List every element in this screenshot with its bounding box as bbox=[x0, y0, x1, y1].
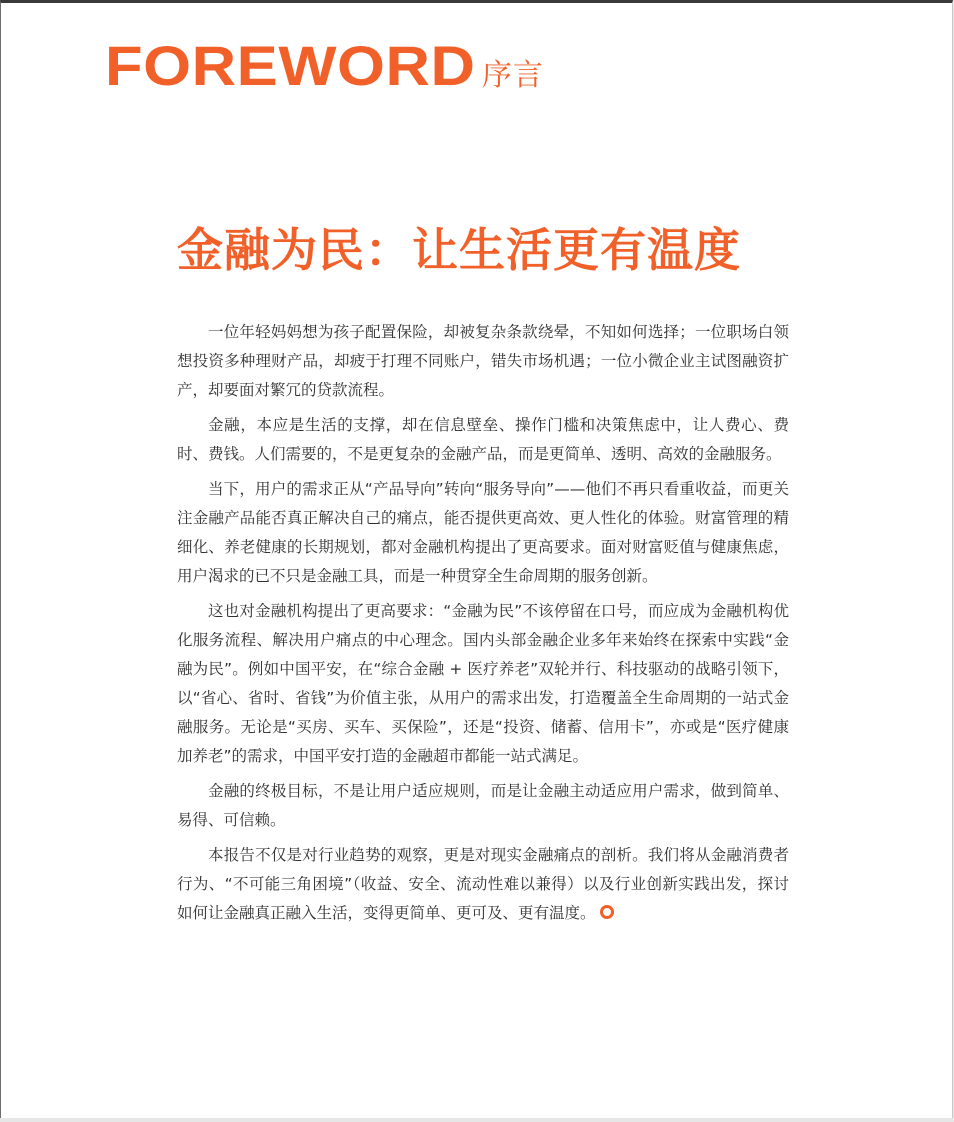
paragraph-2: 金融，本应是生活的支撑，却在信息壁垒、操作门槛和决策焦虑中，让人费心、费时、费钱。人们需要的，不是更复杂的金融产品，而是更简单、透明、高效的金融服务。 bbox=[177, 416, 789, 463]
body-text bbox=[177, 318, 789, 934]
paragraph-6 bbox=[177, 841, 789, 928]
paragraph-5: 金融的终极目标，不是让用户适应规则，而是让金融主动适应用户需求，做到简单、易得、可信赖。 bbox=[177, 782, 789, 829]
section-label-english: FOREWORD bbox=[105, 34, 476, 97]
paragraph-3: 当下，用户的需求正从“产品导向”转向“服务导向”——他们不再只看重收益，而更关注金融产品能否真正解决自己的痛点，能否提供更高效、更人性化的体验。财富管理的精细化、养老健康的长期规划，都对金融机构提出了更高要求。面对财富贬值与健康焦虑，用户渴求的已不只是金融工具，而是一种贯穿全生命周期的服务创新。 bbox=[177, 480, 789, 585]
paragraph-1: 一位年轻妈妈想为孩子配置保险，却被复杂条款绕晕，不知如何选择；一位职场白领想投资多种理财产品，却疲于打理不同账户，错失市场机遇；一位小微企业主试图融资扩产，却要面对繁冗的贷款流程。 bbox=[177, 323, 789, 399]
paragraph-6-text: 本报告不仅是对行业趋势的观察，更是对现实金融痛点的剖析。我们将从金融消费者行为、“不可能三角困境”（收益、安全、流动性难以兼得）以及行业创新实践出发，探讨如何让金融真正融入生活，变得更简单、更可及、更有温度。 bbox=[177, 846, 789, 922]
section-header bbox=[105, 36, 544, 96]
section-label-chinese: 序言 bbox=[481, 58, 544, 93]
paragraph-4: 这也对金融机构提出了更高要求：“金融为民”不该停留在口号，而应成为金融机构优化服务流程、解决用户痛点的中心理念。国内头部金融企业多年来始终在探索中实践“金融为民”。例如中国平安，在“综合金融 + 医疗养老”双轮并行、科技驱动的战略引领下，以“省心、省时、省钱”为价值主张，从用户的需求出发，打造覆盖全生命周期的一站式金融服务。无论是“买房、买车、买保险”，还是“投资、储蓄、信用卡”，亦或是“医疗健康加养老”的需求，中国平安打造的金融超市都能一站式满足。 bbox=[177, 602, 789, 765]
ring-end-mark-icon bbox=[600, 905, 614, 919]
page-title: 金融为民：让生活更有温度 bbox=[177, 223, 741, 277]
